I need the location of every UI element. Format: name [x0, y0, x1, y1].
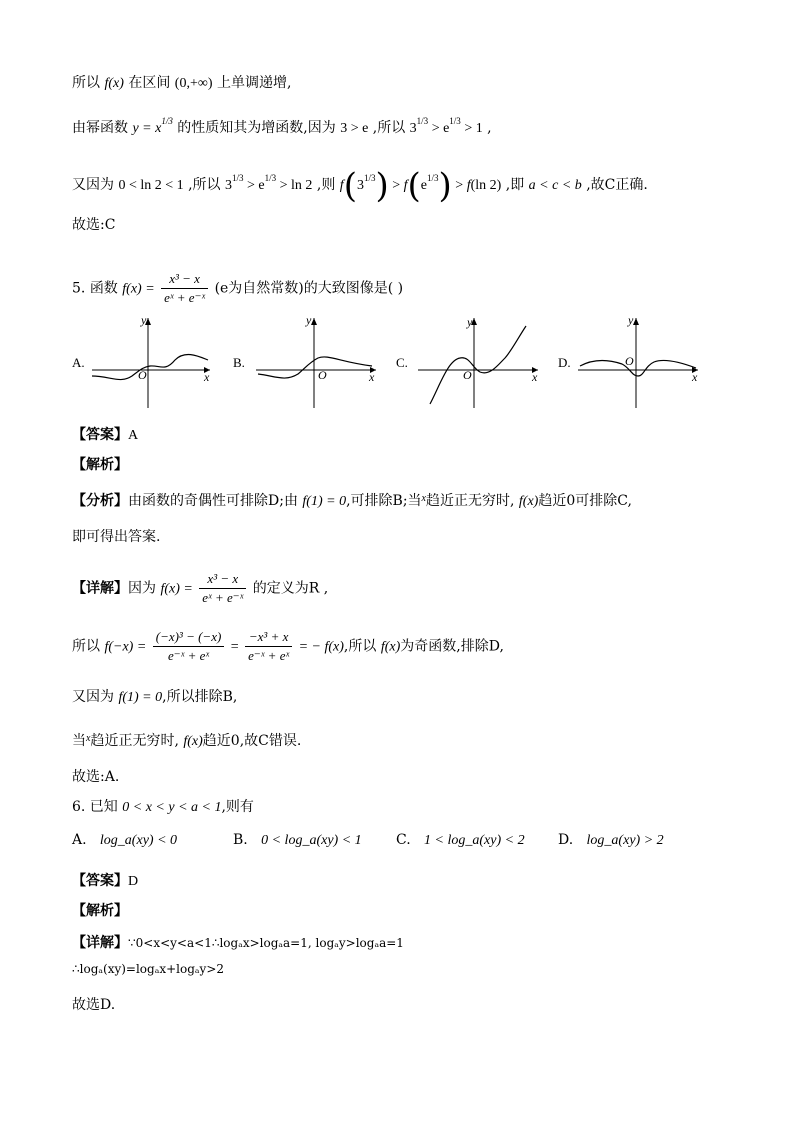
- text: 的性质知其为增函数,因为: [177, 120, 336, 136]
- math-x: x: [86, 733, 91, 744]
- svg-text:O: O: [318, 368, 327, 382]
- prev-line-3: [72, 166, 648, 206]
- question-number: 5.: [72, 280, 86, 297]
- text: ,所以: [343, 638, 377, 655]
- q6-choose: 故选D.: [72, 997, 116, 1013]
- math-ineq: 3 > e: [340, 121, 369, 136]
- option-expr: log_a(xy) < 0: [99, 833, 178, 848]
- text: 又因为: [72, 689, 114, 705]
- q5-stem: [72, 270, 403, 307]
- q5-answer: [72, 424, 138, 444]
- q5-odd-line: [72, 628, 504, 665]
- text: 由幂函数: [72, 120, 128, 136]
- svg-text:O: O: [138, 368, 147, 382]
- math-f1: f(1) = 0: [302, 494, 347, 509]
- text: 趋近0可排除C,: [538, 493, 632, 509]
- math-ln: 0 < ln 2 < 1: [118, 178, 184, 193]
- option-expr: 0 < log_a(xy) < 1: [261, 833, 362, 848]
- svg-text:x: x: [369, 370, 375, 384]
- option-c-graph[interactable]: [396, 315, 538, 408]
- math-chain: $3^{1/3} > e^{1/3} > 1$: [409, 116, 483, 136]
- answer-value: A: [128, 428, 139, 443]
- answer-tag: 【答案】: [72, 873, 128, 889]
- equals: =: [230, 639, 239, 655]
- svg-text:y: y: [141, 313, 147, 327]
- denominator: eˣ + e⁻ˣ: [202, 590, 244, 605]
- text: 趋近0,故C错误.: [202, 733, 302, 749]
- prev-line-2: [72, 116, 492, 137]
- math-fx: f(x): [518, 494, 539, 509]
- fenxi-tag: 【分析】: [72, 493, 128, 509]
- denominator: e⁻ˣ + eˣ: [168, 648, 210, 663]
- text: ∵0<x<y<a<1∴logₐx>logₐa=1, logₐy>logₐa=1: [128, 936, 404, 950]
- option-label-c: C.: [396, 355, 408, 370]
- math-rhs: = − f(x): [298, 639, 344, 655]
- fraction: [161, 270, 208, 307]
- q6-option-b[interactable]: [233, 832, 362, 849]
- text: ,则有: [221, 799, 254, 815]
- denominator: eˣ + e⁻ˣ: [164, 290, 206, 305]
- math-order: a < c < b: [528, 178, 582, 193]
- q6-stem: [72, 796, 254, 816]
- math-chain-2: $3^{1/3} > e^{1/3} > \ln 2$: [225, 173, 313, 193]
- text: 当: [72, 733, 86, 749]
- text: 函数: [89, 280, 118, 297]
- numerator: (−x)³ − (−x): [153, 628, 225, 647]
- prev-line-1: [72, 72, 291, 92]
- text: 为奇函数,排除D,: [400, 638, 504, 655]
- text: 由函数的奇偶性可排除D;由: [128, 493, 298, 509]
- q5-fenxi-line-2: 即可得出答案.: [72, 529, 161, 545]
- svg-text:O: O: [463, 368, 472, 382]
- math-fx: f(x) =: [160, 581, 193, 597]
- q6-detail-line-1: [72, 932, 404, 952]
- q6-option-a[interactable]: [72, 832, 177, 849]
- math-ineq: 0 < x < y < a < 1: [122, 800, 222, 815]
- math-fx: f(x): [104, 76, 124, 91]
- detail-tag: 【详解】: [72, 935, 128, 951]
- text: 因为: [128, 580, 156, 597]
- text: ,所以排除B,: [162, 689, 238, 705]
- q6-option-c[interactable]: [396, 832, 525, 849]
- math-fx: f(x): [380, 639, 401, 655]
- q5-inf-line: [72, 730, 301, 750]
- math-fx: f(x): [183, 734, 203, 749]
- text: ,所以: [372, 120, 406, 136]
- text: 的定义为R ,: [252, 580, 329, 597]
- analysis-tag: 【解析】: [72, 903, 128, 919]
- option-d-graph[interactable]: [558, 313, 698, 408]
- math-interval: (0,+∞): [174, 76, 213, 91]
- text: ,可排除B;当: [346, 493, 422, 509]
- q6-option-d[interactable]: [558, 832, 664, 849]
- option-label-a: A.: [72, 355, 85, 370]
- answer-tag: 【答案】: [72, 427, 128, 443]
- q5-fenxi-line-1: [72, 490, 632, 510]
- q5-f1-line: [72, 686, 237, 706]
- text: 趋近正无穷时,: [90, 733, 179, 749]
- option-expr: log_a(xy) > 2: [586, 833, 664, 848]
- text: 又因为: [72, 177, 114, 193]
- text: (e为自然常数)的大致图像是( ): [214, 280, 404, 297]
- q5-option-graphs: [0, 310, 794, 415]
- numerator: −x³ + x: [245, 628, 292, 647]
- prev-choose: 故选:C: [72, 217, 116, 233]
- q6-detail-line-2: ∴logₐ(xy)=logₐx+logₐy>2: [72, 962, 225, 976]
- fraction: [199, 570, 246, 607]
- text: 所以: [72, 75, 100, 91]
- option-label-d: D.: [558, 355, 571, 370]
- math-f-chain: $f(3^{1/3}) > f(e^{1/3}) > f(\ln$ 2): [339, 166, 502, 206]
- analysis-tag: 【解析】: [72, 457, 128, 473]
- svg-text:y: y: [467, 315, 473, 329]
- q5-choose: 故选:A.: [72, 769, 120, 785]
- svg-text:x: x: [204, 370, 210, 384]
- math-x: x: [421, 493, 426, 504]
- fraction-1: [153, 628, 225, 665]
- text: ,所以: [188, 177, 221, 193]
- option-a-graph[interactable]: [72, 313, 210, 408]
- svg-text:y: y: [628, 313, 634, 327]
- math-f-neg-x: f(−x) =: [104, 639, 147, 655]
- answer-value: D: [128, 874, 139, 889]
- text: ,故C正确.: [586, 177, 648, 193]
- math-fx: f(x) =: [122, 281, 155, 297]
- text: 6. 已知: [72, 799, 118, 815]
- denominator: e⁻ˣ + eˣ: [248, 648, 290, 663]
- svg-text:y: y: [306, 313, 312, 327]
- option-label: C.: [396, 832, 411, 848]
- q6-answer: [72, 870, 138, 890]
- svg-text:x: x: [692, 370, 698, 384]
- math-f1: f(1) = 0: [118, 690, 163, 705]
- q5-detail-line-1: [72, 570, 328, 607]
- numerator: x³ − x: [161, 270, 208, 289]
- text: 趋近正无穷时,: [426, 493, 515, 509]
- text: 在区间: [128, 75, 171, 91]
- option-expr: 1 < log_a(xy) < 2: [424, 833, 525, 848]
- option-label: B.: [233, 832, 248, 848]
- q5-analysis-tag: [72, 454, 128, 474]
- math-power-function: $y = x^{1/3}$: [132, 116, 173, 136]
- text: ,: [487, 120, 492, 136]
- text: ,即: [505, 177, 525, 193]
- option-label: D.: [558, 832, 574, 848]
- detail-tag: 【详解】: [72, 580, 128, 597]
- option-label: A.: [72, 832, 87, 848]
- option-label-b: B.: [233, 355, 245, 370]
- svg-text:x: x: [532, 370, 538, 384]
- text: 上单调递增,: [216, 75, 292, 91]
- text: ,则: [316, 177, 336, 193]
- numerator: x³ − x: [199, 570, 246, 589]
- fraction-2: [245, 628, 292, 665]
- svg-text:O: O: [625, 354, 634, 368]
- text: 所以: [72, 638, 100, 655]
- option-b-graph[interactable]: [233, 313, 376, 408]
- q6-analysis-tag: [72, 900, 128, 920]
